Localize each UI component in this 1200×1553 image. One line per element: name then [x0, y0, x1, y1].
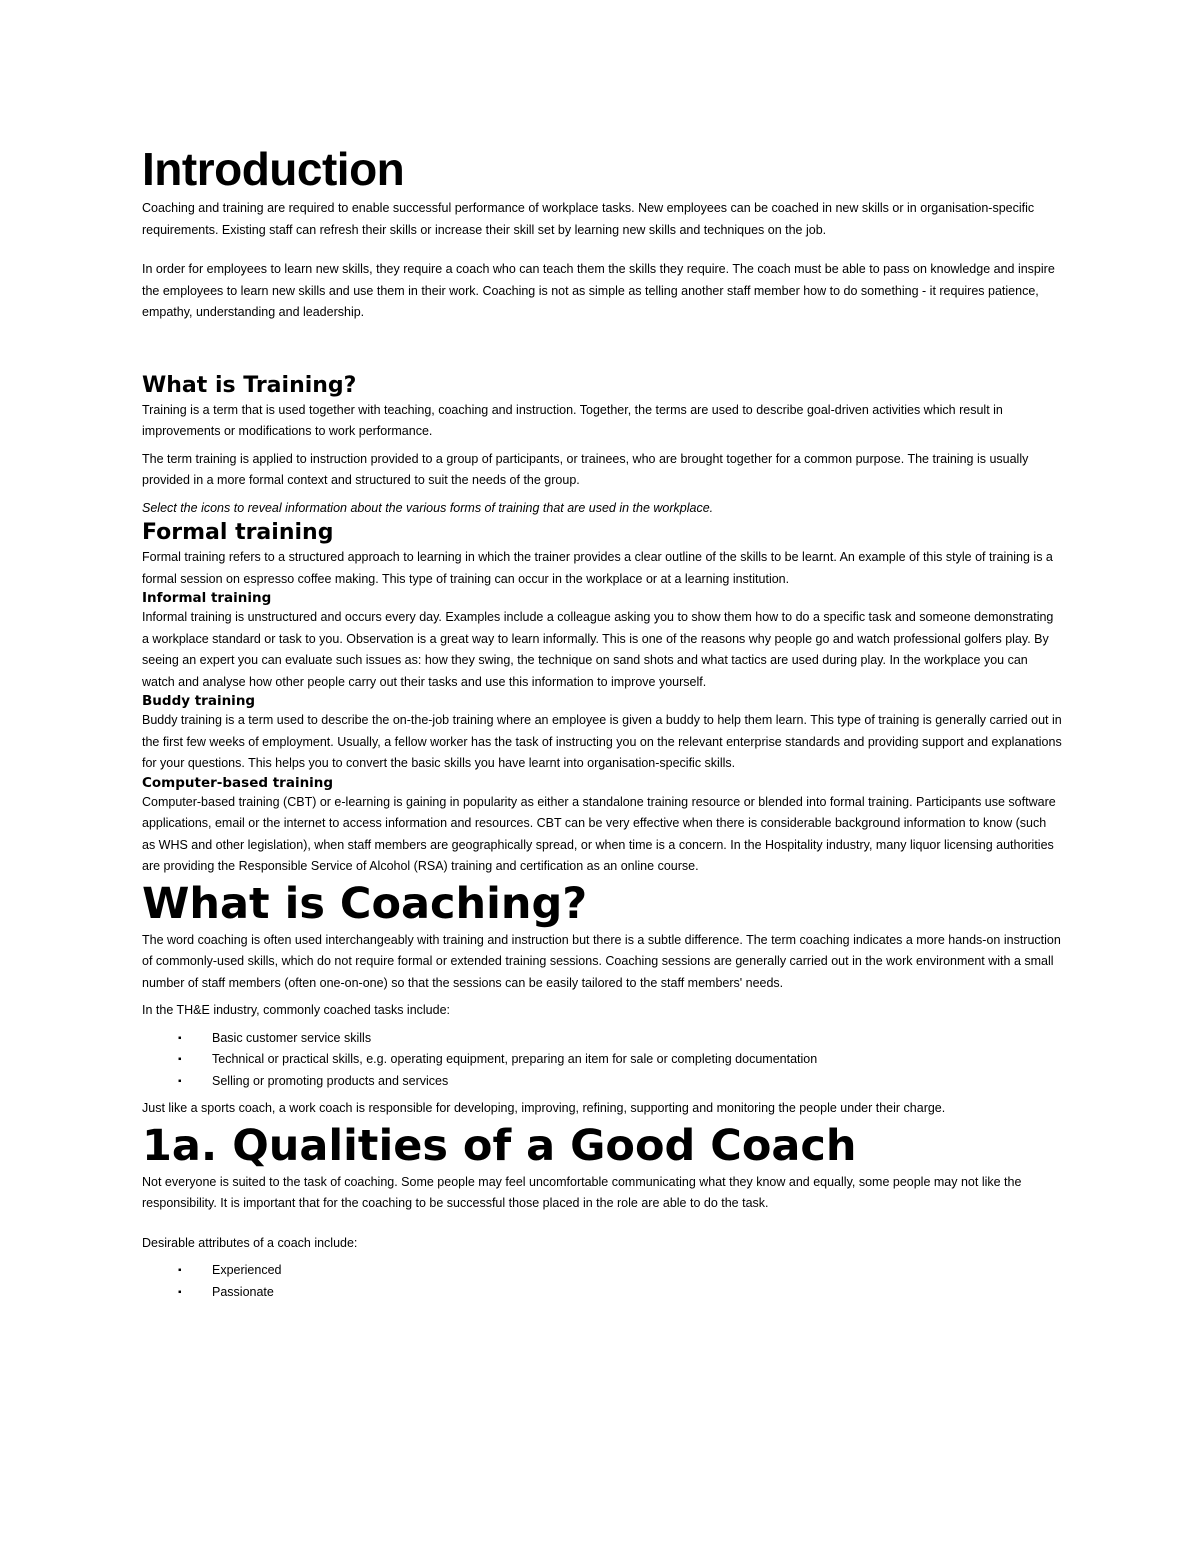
bullet-icon: ▪ — [178, 1075, 182, 1087]
informal-training-text: Informal training is unstructured and occurs every day. Examples include a colleague asking you to show them how to do a specific task and someone demonstrating a workplace standard or task to you. Observation is a great way to learn informally. This is one of the reasons why people go and watch professional golfers play. By seeing an expert you can evaluate such issues as: how they swing, the technique on sand shots and what tactics are used during play. In the workplace you can watch and analyse how other people carry out their tasks and use this information to improve yourself. — [142, 610, 1054, 689]
training-instruction: Select the icons to reveal information about the various forms of training that are used in the workplace. — [142, 500, 714, 515]
bullet-icon: ▪ — [178, 1054, 182, 1065]
list-item: ▪ Experienced — [178, 1260, 1062, 1282]
introduction-paragraph-2: In order for employees to learn new skills, they require a coach who can teach them the skills they require. The coach must be able to pass on knowledge and inspire the employees to learn new skills and use them in their work. Coaching is not as simple as telling another staff member how to do something - it requires patience, empathy, understanding and leadership. — [142, 262, 1055, 319]
training-paragraph-2: The term training is applied to instruction provided to a group of participants, or trainees, who are brought together for a common purpose. The training is usually provided in a more formal context and structured to suit the needs of the group. — [142, 451, 1029, 487]
buddy-training-text: Buddy training is a term used to describe the on-the-job training where an employee is given a buddy to help them learn. This type of training is generally carried out in the first few weeks of employment. Usually, a fellow worker has the task of instructing you on the relevant enterprise standards and providing support and explanations for your questions. This helps you to convert the basic skills you have learnt into organisation-specific skills. — [142, 713, 1062, 770]
coaching-paragraph-3: Just like a sports coach, a work coach is responsible for developing, improving, refining, supporting and monitoring the people under their charge. — [142, 1101, 946, 1115]
coaching-paragraph-1: The word coaching is often used interchangeably with training and instruction but there is a subtle difference. The term coaching indicates a more hands-on instruction of commonly-used skills, which do not require formal or extended training sessions. Coaching sessions are generally carried out in the work environment with a small number of staff members (often one-on-one) so that the sessions can be easily tailored to the staff members' needs. — [142, 932, 1061, 990]
qualities-heading: 1a. Qualities of a Good Coach — [142, 1120, 857, 1171]
formal-training-text: Formal training refers to a structured approach to learning in which the trainer provides a clear outline of the skills to be learnt. An example of this style of training is a formal session on espresso coffee making. This type of training can occur in the workplace or at a learning institution. — [142, 550, 1053, 586]
informal-training-heading: Informal training — [142, 590, 272, 606]
bullet-icon: ▪ — [178, 1286, 182, 1298]
training-paragraph-1: Training is a term that is used together with teaching, coaching and instruction. Together, the terms are used to describe goal-driven activities which result in improvements or modifications to work performance. — [142, 402, 1003, 438]
introduction-paragraph-1: Coaching and training are required to enable successful performance of workplace tasks. New employees can be coached in new skills or in organisation-specific requirements. Existing staff can refresh their skills or increase their skill set by learning new skills and techniques on the job. — [142, 201, 1035, 237]
bullet-icon: ▪ — [178, 1265, 182, 1276]
list-item: ▪ Selling or promoting products and services — [178, 1071, 1062, 1093]
introduction-heading: Introduction — [142, 143, 405, 195]
list-item: ▪ Passionate — [178, 1282, 1062, 1304]
list-item: ▪ Technical or practical skills, e.g. operating equipment, preparing an item for sale or completing documentation — [178, 1049, 1062, 1071]
list-item: ▪ Basic customer service skills — [178, 1028, 1062, 1050]
qualities-paragraph-2: Desirable attributes of a coach include: — [142, 1235, 358, 1250]
coaching-paragraph-2: In the TH&E industry, commonly coached tasks include: — [142, 1003, 451, 1017]
buddy-training-heading: Buddy training — [142, 693, 256, 709]
formal-training-heading: Formal training — [142, 520, 334, 545]
coach-attributes-list — [142, 1260, 1062, 1303]
coaching-heading: What is Coaching? — [142, 878, 588, 929]
document-page — [142, 140, 1062, 1303]
bullet-icon: ▪ — [178, 1032, 182, 1044]
computer-based-training-heading: Computer-based training — [142, 774, 334, 791]
coached-tasks-list — [142, 1028, 1062, 1093]
computer-based-training-text: Computer-based training (CBT) or e-learning is gaining in popularity as either a standalone training resource or blended into formal training. Participants use software applications, email or the internet to access information and resources. CBT can be very effective when there is considerable background information to know (such as WHS and other legislation), when staff members are geographically spread, or when time is a concern. In the Hospitality industry, many liquor licensing authorities are providing the Responsible Service of Alcohol (RSA) training and certification as an online course. — [142, 794, 1056, 873]
qualities-paragraph-1: Not everyone is suited to the task of coaching. Some people may feel uncomfortable communicating what they know and equally, some people may not like the responsibility. It is important that for the coaching to be successful those placed in the role are able to do the task. — [142, 1174, 1022, 1210]
training-heading: What is Training? — [142, 372, 357, 398]
